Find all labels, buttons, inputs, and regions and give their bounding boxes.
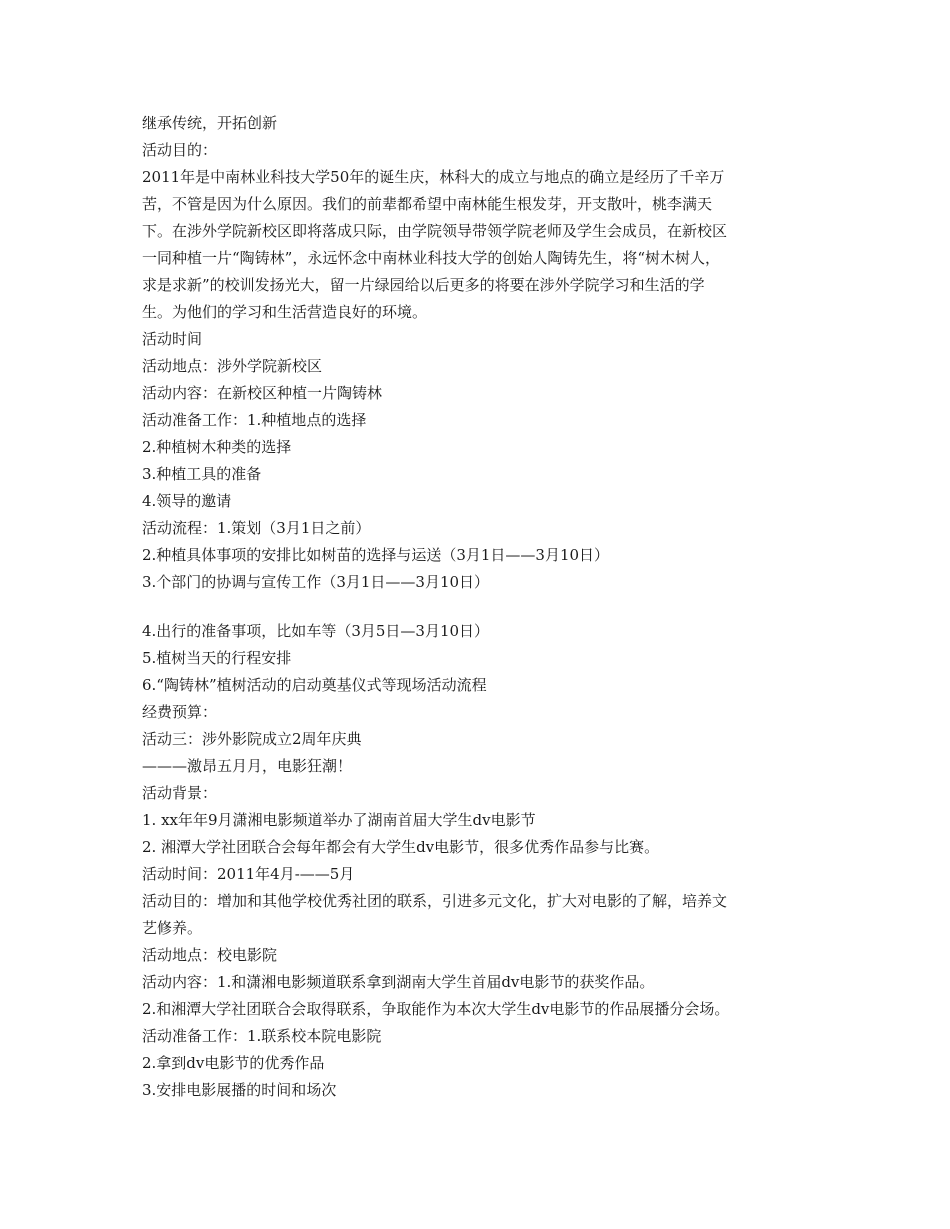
text-line: 一同种植一片“陶铸林”，永远怀念中南林业科技大学的创始人陶铸先生，将“树木树人， xyxy=(142,249,721,267)
text-line: ———激昂五月月，电影狂潮！ xyxy=(142,757,353,775)
text-line: 2.和湘潭大学社团联合会取得联系，争取能作为本次大学生dv电影节的作品展播分会场。 xyxy=(142,1000,730,1018)
text-line: 活动内容：1.和潇湘电影频道联系拿到湖南大学生首届dv电影节的获奖作品。 xyxy=(142,973,655,991)
text-line: 求是求新”的校训发扬光大，留一片绿园给以后更多的将要在涉外学院学习和生活的学 xyxy=(142,276,705,294)
text-line: 活动地点：校电影院 xyxy=(142,946,278,964)
text-line: 活动准备工作：1.联系校本院电影院 xyxy=(142,1027,382,1045)
text-line: 活动时间：2011年4月-——5月 xyxy=(142,865,355,883)
document-page xyxy=(142,110,822,1104)
text-line: 继承传统，开拓创新 xyxy=(142,114,278,132)
document-section-1 xyxy=(142,110,822,596)
text-line: 活动目的： xyxy=(142,141,218,159)
text-line: 4.出行的准备事项，比如车等（3月5日—3月10日） xyxy=(142,622,490,640)
text-line: 6.“陶铸林”植树活动的启动奠基仪式等现场活动流程 xyxy=(142,676,487,694)
text-line: 3.安排电影展播的时间和场次 xyxy=(142,1081,337,1099)
text-line: 2. 湘潭大学社团联合会每年都会有大学生dv电影节，很多优秀作品参与比赛。 xyxy=(142,838,660,856)
text-line: 2.拿到dv电影节的优秀作品 xyxy=(142,1054,325,1072)
text-line: 2011年是中南林业科技大学50年的诞生庆，林科大的成立与地点的确立是经历了千辛万 xyxy=(142,168,725,186)
text-line: 活动背景： xyxy=(142,784,218,802)
text-line: 5.植树当天的行程安排 xyxy=(142,649,292,667)
text-line: 活动三：涉外影院成立2周年庆典 xyxy=(142,730,362,748)
text-line: 活动地点：涉外学院新校区 xyxy=(142,357,323,375)
text-line: 活动时间 xyxy=(142,330,203,348)
text-line: 2.种植具体事项的安排比如树苗的选择与运送（3月1日——3月10日） xyxy=(142,546,610,564)
text-line: 1. xx年年9月潇湘电影频道举办了湖南首届大学生dv电影节 xyxy=(142,811,536,829)
text-line: 活动内容：在新校区种植一片陶铸林 xyxy=(142,384,383,402)
text-line: 2.种植树木种类的选择 xyxy=(142,438,292,456)
paragraph-gap xyxy=(142,596,822,618)
text-line: 生。为他们的学习和生活营造良好的环境。 xyxy=(142,303,428,321)
text-line: 苦，不管是因为什么原因。我们的前辈都希望中南林能生根发芽，开支散叶，桃李满天 xyxy=(142,195,713,213)
text-line: 3.种植工具的准备 xyxy=(142,465,262,483)
text-line: 3.个部门的协调与宣传工作（3月1日——3月10日） xyxy=(142,573,490,591)
text-line: 活动流程：1.策划（3月1日之前） xyxy=(142,519,371,537)
text-line: 经费预算： xyxy=(142,703,218,721)
text-line: 活动准备工作：1.种植地点的选择 xyxy=(142,411,367,429)
text-line: 4.领导的邀请 xyxy=(142,492,232,510)
text-line: 活动目的：增加和其他学校优秀社团的联系，引进多元文化，扩大对电影的了解，培养文 xyxy=(142,892,728,910)
text-line: 下。在涉外学院新校区即将落成只际，由学院领导带领学院老师及学生会成员，在新校区 xyxy=(142,222,728,240)
document-section-2 xyxy=(142,618,822,1104)
text-line: 艺修养。 xyxy=(142,919,203,937)
